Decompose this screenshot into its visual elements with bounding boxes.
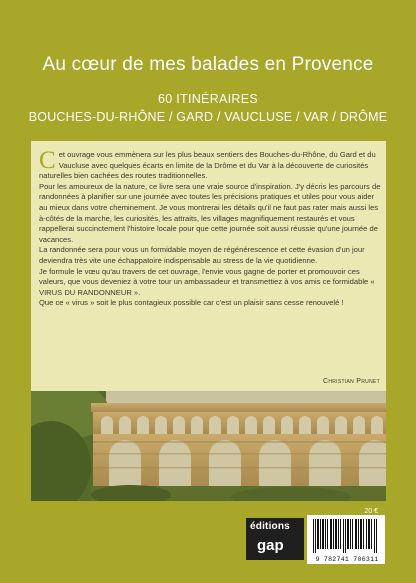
author-signature: Christian Prunet (322, 378, 380, 385)
blurb-text (39, 147, 381, 309)
regions-list: BOUCHES-DU-RHÔNE / GARD / VAUCLUSE / VAR / DRÔME (28, 110, 388, 124)
paragraph-5: Que ce « virus » soit le plus contagieux possible car c'est un plaisir sans cesse renouvelé ! (39, 298, 344, 308)
itineraries-count: 60 ITINÉRAIRES (157, 92, 259, 106)
publisher-logo-line1: éditions (250, 521, 290, 532)
paragraph-2: Pour les amoureux de la nature, ce livre sera une vraie source d'inspiration. J'y décris les parcours de randonnées à planifier sur une journée avec toutes les précisions pratiques et utiles pour vous aider au mieux dans votre cheminement. Je vous montrerai les détails qu'il ne faut pas rater mais aussi les à-côtés de la marche, les curiosités, les attraits, les villages magnifiquement restaurés et vous rappellerai succinctement l'histoire locale pour que cette journée soit aussi réussie qu'une journée de vacances. (39, 181, 381, 244)
drop-cap: C (39, 147, 56, 174)
paragraph-1 (39, 147, 381, 182)
cover-title: Au cœur de mes balades en Provence (42, 54, 374, 75)
publisher-logo (246, 518, 304, 560)
aqueduct-photo (31, 391, 386, 501)
barcode-bars (307, 515, 385, 555)
paragraph-4: Je formule le vœu qu'au travers de cet ouvrage, l'envie vous gagne de porter et promouvoir ces valeurs, que vous deveniez à votre tour un ambassadeur et transmettiez à vos amis ce formidable « VIRUS DU RANDONNEUR ». (39, 266, 375, 297)
publisher-logo-line2: gap (257, 537, 284, 554)
paragraph-1-text: et ouvrage vous emmènera sur les plus beaux sentiers des Bouches-du-Rhône, du Gard et du Vaucluse avec quelques écarts en limite de la Drôme et du Var à la découverte de curiosités naturelles bien cachées des routes traditionnelles. (39, 150, 376, 181)
price-label: 20 € (364, 508, 378, 515)
isbn-number: 9 782741 706311 (315, 556, 379, 563)
paragraph-3: La randonnée sera pour vous un formidable moyen de régénérescence et cette évasion d'un jour deviendra très vite une échappatoire indispensable au stress de la vie quotidienne. (39, 245, 365, 265)
pont-du-gard-image (31, 391, 386, 501)
